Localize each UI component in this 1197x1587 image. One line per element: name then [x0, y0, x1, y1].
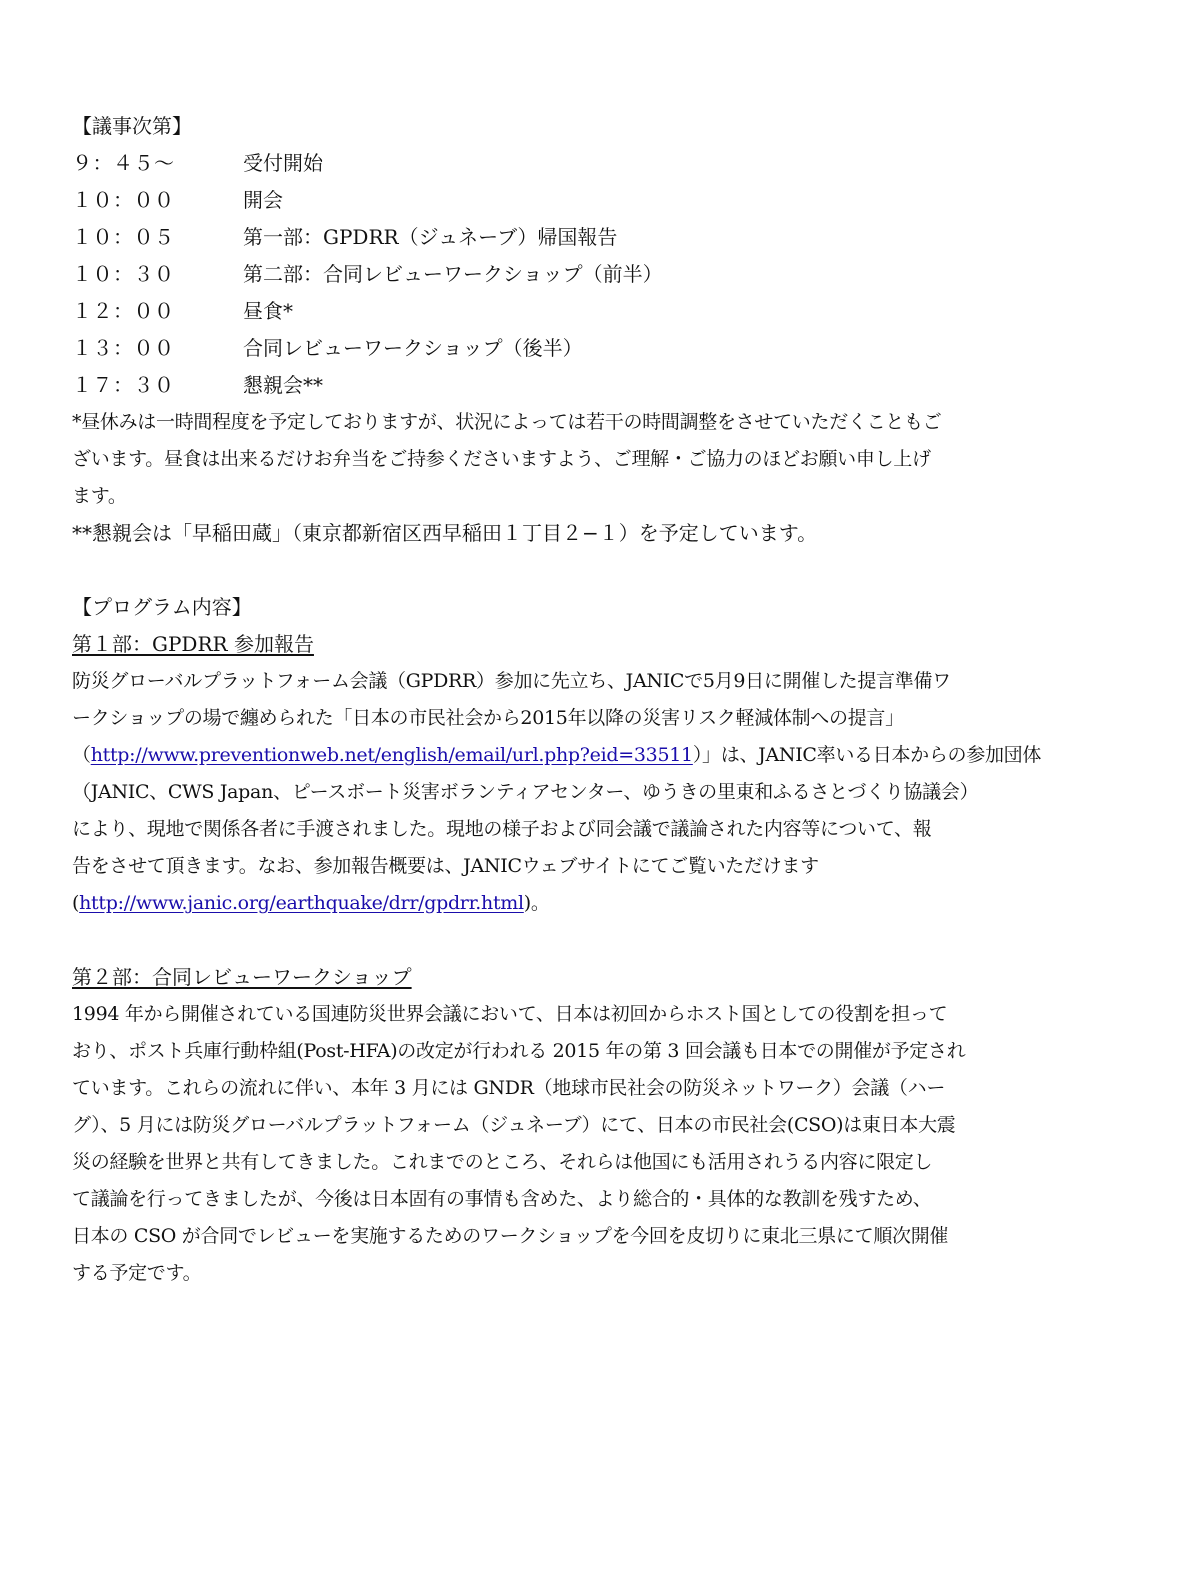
agenda-time: １２：００ [72, 299, 175, 323]
part2-text-line: 1994 年から開催されている国連防災世界会議において、日本は初回からホスト国としての役割を担って [72, 1003, 948, 1025]
party-note: **懇親会は「早稲田蔵」（東京都新宿区西早稲田１丁目２−１）を予定しています。 [72, 521, 818, 545]
part2-text-line: グ）、5 月には防災グローバルプラットフォーム（ジュネーブ）にて、日本の市民社会(CSO)は東日本大震 [72, 1114, 956, 1136]
part2-text-line: て議論を行ってきましたが、今後は日本固有の事情も含めた、より総合的・具体的な教訓を残すため、 [72, 1188, 932, 1210]
agenda-time: １７：３０ [72, 373, 175, 397]
agenda-time: １０：０５ [72, 225, 175, 249]
preventionweb-link[interactable]: http://www.preventionweb.net/english/email/url.php?eid=33511 [90, 744, 693, 766]
agenda-time: １０：００ [72, 188, 175, 212]
agenda-item: 受付開始 [243, 151, 323, 175]
program-heading: 【プログラム内容】 [72, 595, 252, 619]
part2-title: 第２部：合同レビューワークショップ [72, 965, 412, 989]
document-page [72, 108, 1077, 1292]
agenda-row [72, 293, 1077, 330]
agenda-row [72, 256, 1077, 293]
part2-text-line: 日本の CSO が合同でレビューを実施するためのワークショップを今回を皮切りに東北三県にて順次開催 [72, 1225, 949, 1247]
part1-title: 第１部：GPDRR 参加報告 [72, 632, 314, 656]
spacer [72, 922, 1077, 959]
part2-title-line [72, 959, 1077, 996]
agenda-row [72, 367, 1077, 404]
spacer [72, 552, 1077, 589]
agenda-time: １０：３０ [72, 262, 175, 286]
agenda-time: １３：００ [72, 336, 175, 360]
agenda-item: 開会 [243, 188, 283, 212]
lunch-note-line: ます。 [72, 485, 127, 507]
agenda-time: ９：４５～ [72, 151, 175, 175]
part1-text-line: により、現地で関係各者に手渡されました。現地の様子および同会議で議論された内容等について、報 [72, 818, 932, 840]
lunch-note-line: *昼休みは一時間程度を予定しておりますが、状況によっては若干の時間調整をさせていただくこともご [72, 411, 942, 433]
agenda-item: 第一部：GPDRR（ジュネーブ）帰国報告 [243, 225, 618, 249]
part2-text-line: する予定です。 [72, 1262, 202, 1284]
part1-text-line: 告をさせて頂きます。なお、参加報告概要は、JANICウェブサイトにてご覧いただけます [72, 855, 819, 877]
part2-text-line: おり、ポスト兵庫行動枠組(Post-HFA)の改定が行われる 2015 年の第 3 回会議も日本での開催が予定され [72, 1040, 966, 1062]
agenda-item: 昼食* [243, 299, 293, 323]
paren-open: （ [72, 744, 91, 766]
part1-text-line: ークショップの場で纏められた「日本の市民社会から2015年以降の災害リスク軽減体制への提言」 [72, 707, 904, 729]
janic-link[interactable]: http://www.janic.org/earthquake/drr/gpdrr.html [79, 892, 524, 914]
part1-text-line: （JANIC、CWS Japan、ピースボート災害ボランティアセンター、ゆうきの里東和ふるさとづくり協議会） [72, 781, 979, 803]
part1-text-line [72, 737, 1077, 774]
agenda-item: 合同レビューワークショップ（後半） [243, 336, 583, 360]
agenda-item: 懇親会** [243, 373, 323, 397]
part1-title-line [72, 626, 1077, 663]
paren-close: )。 [523, 892, 550, 914]
agenda-heading: 【議事次第】 [72, 114, 192, 138]
agenda-row [72, 219, 1077, 256]
part2-text-line: ています。これらの流れに伴い、本年 3 月には GNDR（地球市民社会の防災ネットワーク）会議（ハー [72, 1077, 946, 1099]
agenda-row [72, 330, 1077, 367]
part1-text-line: 防災グローバルプラットフォーム会議（GPDRR）参加に先立ち、JANICで5月9日に開催した提言準備ワ [72, 670, 951, 692]
paren-open: ( [72, 892, 80, 914]
part1-text-line [72, 885, 1077, 922]
part2-text-line: 災の経験を世界と共有してきました。これまでのところ、それらは他国にも活用されうる内容に限定し [72, 1151, 933, 1173]
agenda-item: 第二部：合同レビューワークショップ（前半） [243, 262, 663, 286]
lunch-note-line: ざいます。昼食は出来るだけお弁当をご持参くださいますよう、ご理解・ご協力のほどお願い申し上げ [72, 448, 931, 470]
agenda-row [72, 145, 1077, 182]
agenda-row [72, 182, 1077, 219]
part1-text: ）」は、JANIC率いる日本からの参加団体 [692, 744, 1042, 766]
